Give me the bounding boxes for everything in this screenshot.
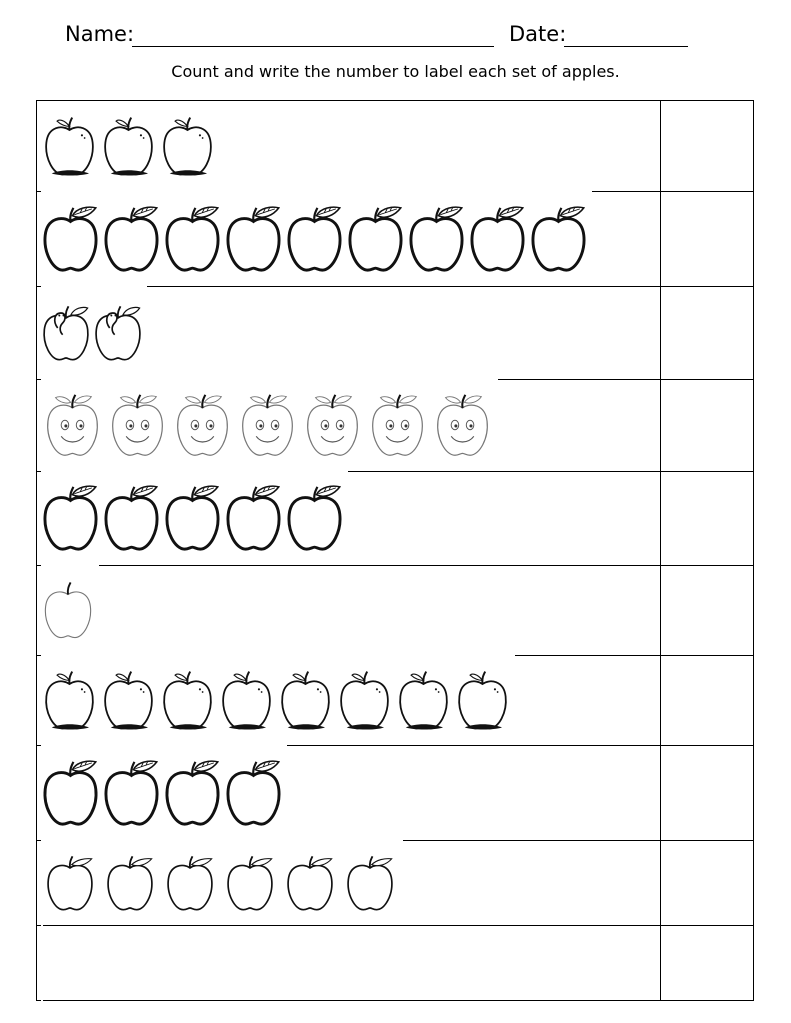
apple-icon — [41, 204, 100, 274]
row-divider — [37, 565, 754, 566]
apple-set — [41, 286, 147, 379]
apple-icon — [41, 853, 99, 913]
apple-icon — [41, 391, 104, 459]
answer-box[interactable] — [661, 925, 754, 1001]
apple-icon — [100, 114, 157, 178]
name-label: Name: — [65, 22, 135, 46]
worksheet-header — [0, 20, 791, 50]
apple-icon — [102, 483, 161, 553]
answer-box[interactable] — [661, 745, 754, 840]
apple-icon — [41, 302, 91, 364]
row-divider — [37, 925, 754, 926]
apple-icon — [163, 204, 222, 274]
apple-icon — [468, 204, 527, 274]
counting-table — [36, 100, 754, 1001]
apple-icon — [159, 114, 216, 178]
apple-icon — [281, 853, 339, 913]
apple-icon — [336, 668, 393, 732]
apple-row — [37, 565, 754, 655]
apple-icon — [41, 758, 100, 828]
answer-box[interactable] — [661, 101, 754, 191]
apple-row — [37, 471, 754, 565]
apple-icon — [285, 204, 344, 274]
apple-icon — [106, 391, 169, 459]
date-label: Date: — [509, 22, 567, 46]
apple-icon — [41, 114, 98, 178]
apple-row — [37, 101, 754, 191]
apple-row — [37, 286, 754, 379]
apple-icon — [159, 668, 216, 732]
apple-set — [41, 655, 515, 745]
apple-icon — [224, 758, 283, 828]
apple-icon — [41, 668, 98, 732]
apple-icon — [366, 391, 429, 459]
apple-icon — [224, 483, 283, 553]
apple-icon — [102, 204, 161, 274]
apple-set — [41, 101, 220, 191]
apple-icon — [454, 668, 511, 732]
apple-row — [37, 745, 754, 840]
apple-icon — [277, 668, 334, 732]
apple-icon — [431, 391, 494, 459]
apple-icon — [221, 853, 279, 913]
answer-box[interactable] — [661, 191, 754, 286]
apple-row — [37, 379, 754, 471]
name-field[interactable] — [132, 46, 494, 47]
apple-row — [37, 925, 754, 1001]
apple-icon — [341, 853, 399, 913]
apple-icon — [161, 853, 219, 913]
apple-icon — [224, 204, 283, 274]
apple-icon — [395, 668, 452, 732]
apple-icon — [285, 483, 344, 553]
apple-icon — [41, 579, 95, 641]
answer-box[interactable] — [661, 471, 754, 565]
apple-icon — [163, 483, 222, 553]
apple-icon — [101, 853, 159, 913]
answer-box[interactable] — [661, 565, 754, 655]
date-field[interactable] — [564, 46, 688, 47]
apple-icon — [236, 391, 299, 459]
apple-set — [41, 379, 498, 471]
apple-icon — [163, 758, 222, 828]
apple-row — [37, 191, 754, 286]
answer-box[interactable] — [661, 655, 754, 745]
answer-box[interactable] — [661, 379, 754, 471]
apple-icon — [41, 483, 100, 553]
apple-icon — [407, 204, 466, 274]
answer-box[interactable] — [661, 286, 754, 379]
apple-set — [41, 840, 403, 925]
apple-icon — [93, 302, 143, 364]
apple-icon — [346, 204, 405, 274]
apple-icon — [529, 204, 588, 274]
apple-set — [41, 925, 43, 1001]
apple-set — [41, 191, 592, 286]
apple-row — [37, 655, 754, 745]
apple-icon — [301, 391, 364, 459]
apple-icon — [218, 668, 275, 732]
apple-icon — [100, 668, 157, 732]
apple-icon — [171, 391, 234, 459]
instructions-text: Count and write the number to label each set of apples. — [171, 62, 620, 81]
apple-set — [41, 745, 287, 840]
apple-icon — [102, 758, 161, 828]
apple-row — [37, 840, 754, 925]
apple-set — [41, 565, 99, 655]
apple-set — [41, 471, 348, 565]
answer-box[interactable] — [661, 840, 754, 925]
